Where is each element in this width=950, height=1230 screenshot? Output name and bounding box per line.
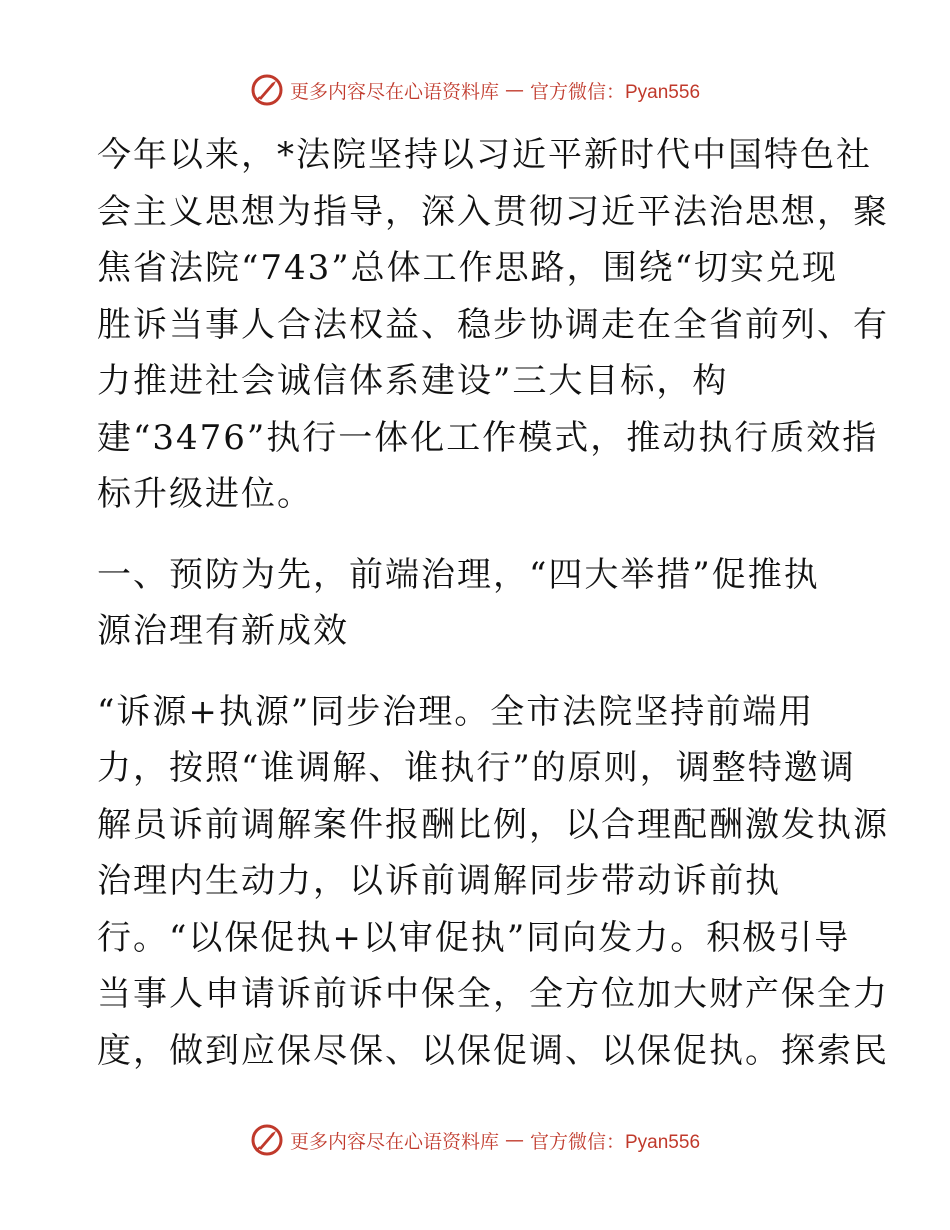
document-body xyxy=(97,127,889,1079)
heading-line: 源治理有新成效 xyxy=(97,611,349,651)
watermark-suffix: 官方微信：Pyan556 xyxy=(530,81,701,103)
paragraph-body xyxy=(97,684,889,1080)
watermark-prefix: 更多内容尽在心语资料库 xyxy=(289,1130,499,1153)
text-line: 治理内生动力，以诉前调解同步带动诉前执 xyxy=(97,861,781,901)
text-line: 标升级进位。 xyxy=(97,474,313,514)
text-line: 力推进社会诚信体系建设”三大目标，构 xyxy=(97,361,729,401)
watermark-dash: — xyxy=(505,1129,524,1151)
text-line: 建“3476”执行一体化工作模式，推动执行质效指 xyxy=(97,417,879,458)
text-line: 度，做到应保尽保、以保促调、以保促执。探索民 xyxy=(97,1030,889,1071)
quill-logo-icon xyxy=(250,1123,284,1157)
watermark-suffix: 官方微信：Pyan556 xyxy=(530,1131,701,1153)
text-line: 当事人申请诉前诉中保全，全方位加大财产保全力 xyxy=(97,974,889,1014)
text-line: “诉源+执源”同步治理。全市法院坚持前端用 xyxy=(97,691,815,732)
paragraph-spacer xyxy=(97,660,857,684)
text-line: 今年以来，*法院坚持以习近平新时代中国特色社 xyxy=(97,135,872,175)
watermark-prefix: 更多内容尽在心语资料库 xyxy=(289,80,499,103)
text-line: 胜诉当事人合法权益、稳步协调走在全省前列、有 xyxy=(97,304,889,345)
watermark-dash: — xyxy=(505,79,524,101)
heading-line: 一、预防为先，前端治理，“四大举措”促推执 xyxy=(97,554,820,595)
paragraph-intro xyxy=(97,127,889,523)
footer-watermark xyxy=(0,1120,950,1160)
quill-logo-icon xyxy=(250,73,284,107)
text-line: 解员诉前调解案件报酬比例，以合理配酬激发执源 xyxy=(97,804,889,845)
section-heading xyxy=(97,547,857,660)
text-line: 会主义思想为指导，深入贯彻习近平法治思想，聚 xyxy=(97,191,889,232)
text-line: 力，按照“谁调解、谁执行”的原则，调整特邀调 xyxy=(97,748,856,788)
text-line: 焦省法院“743”总体工作思路，围绕“切实兑现 xyxy=(97,248,839,288)
text-line: 行。“以保促执+以审促执”同向发力。积极引导 xyxy=(97,917,851,958)
header-watermark xyxy=(0,70,950,110)
paragraph-spacer xyxy=(97,523,857,547)
